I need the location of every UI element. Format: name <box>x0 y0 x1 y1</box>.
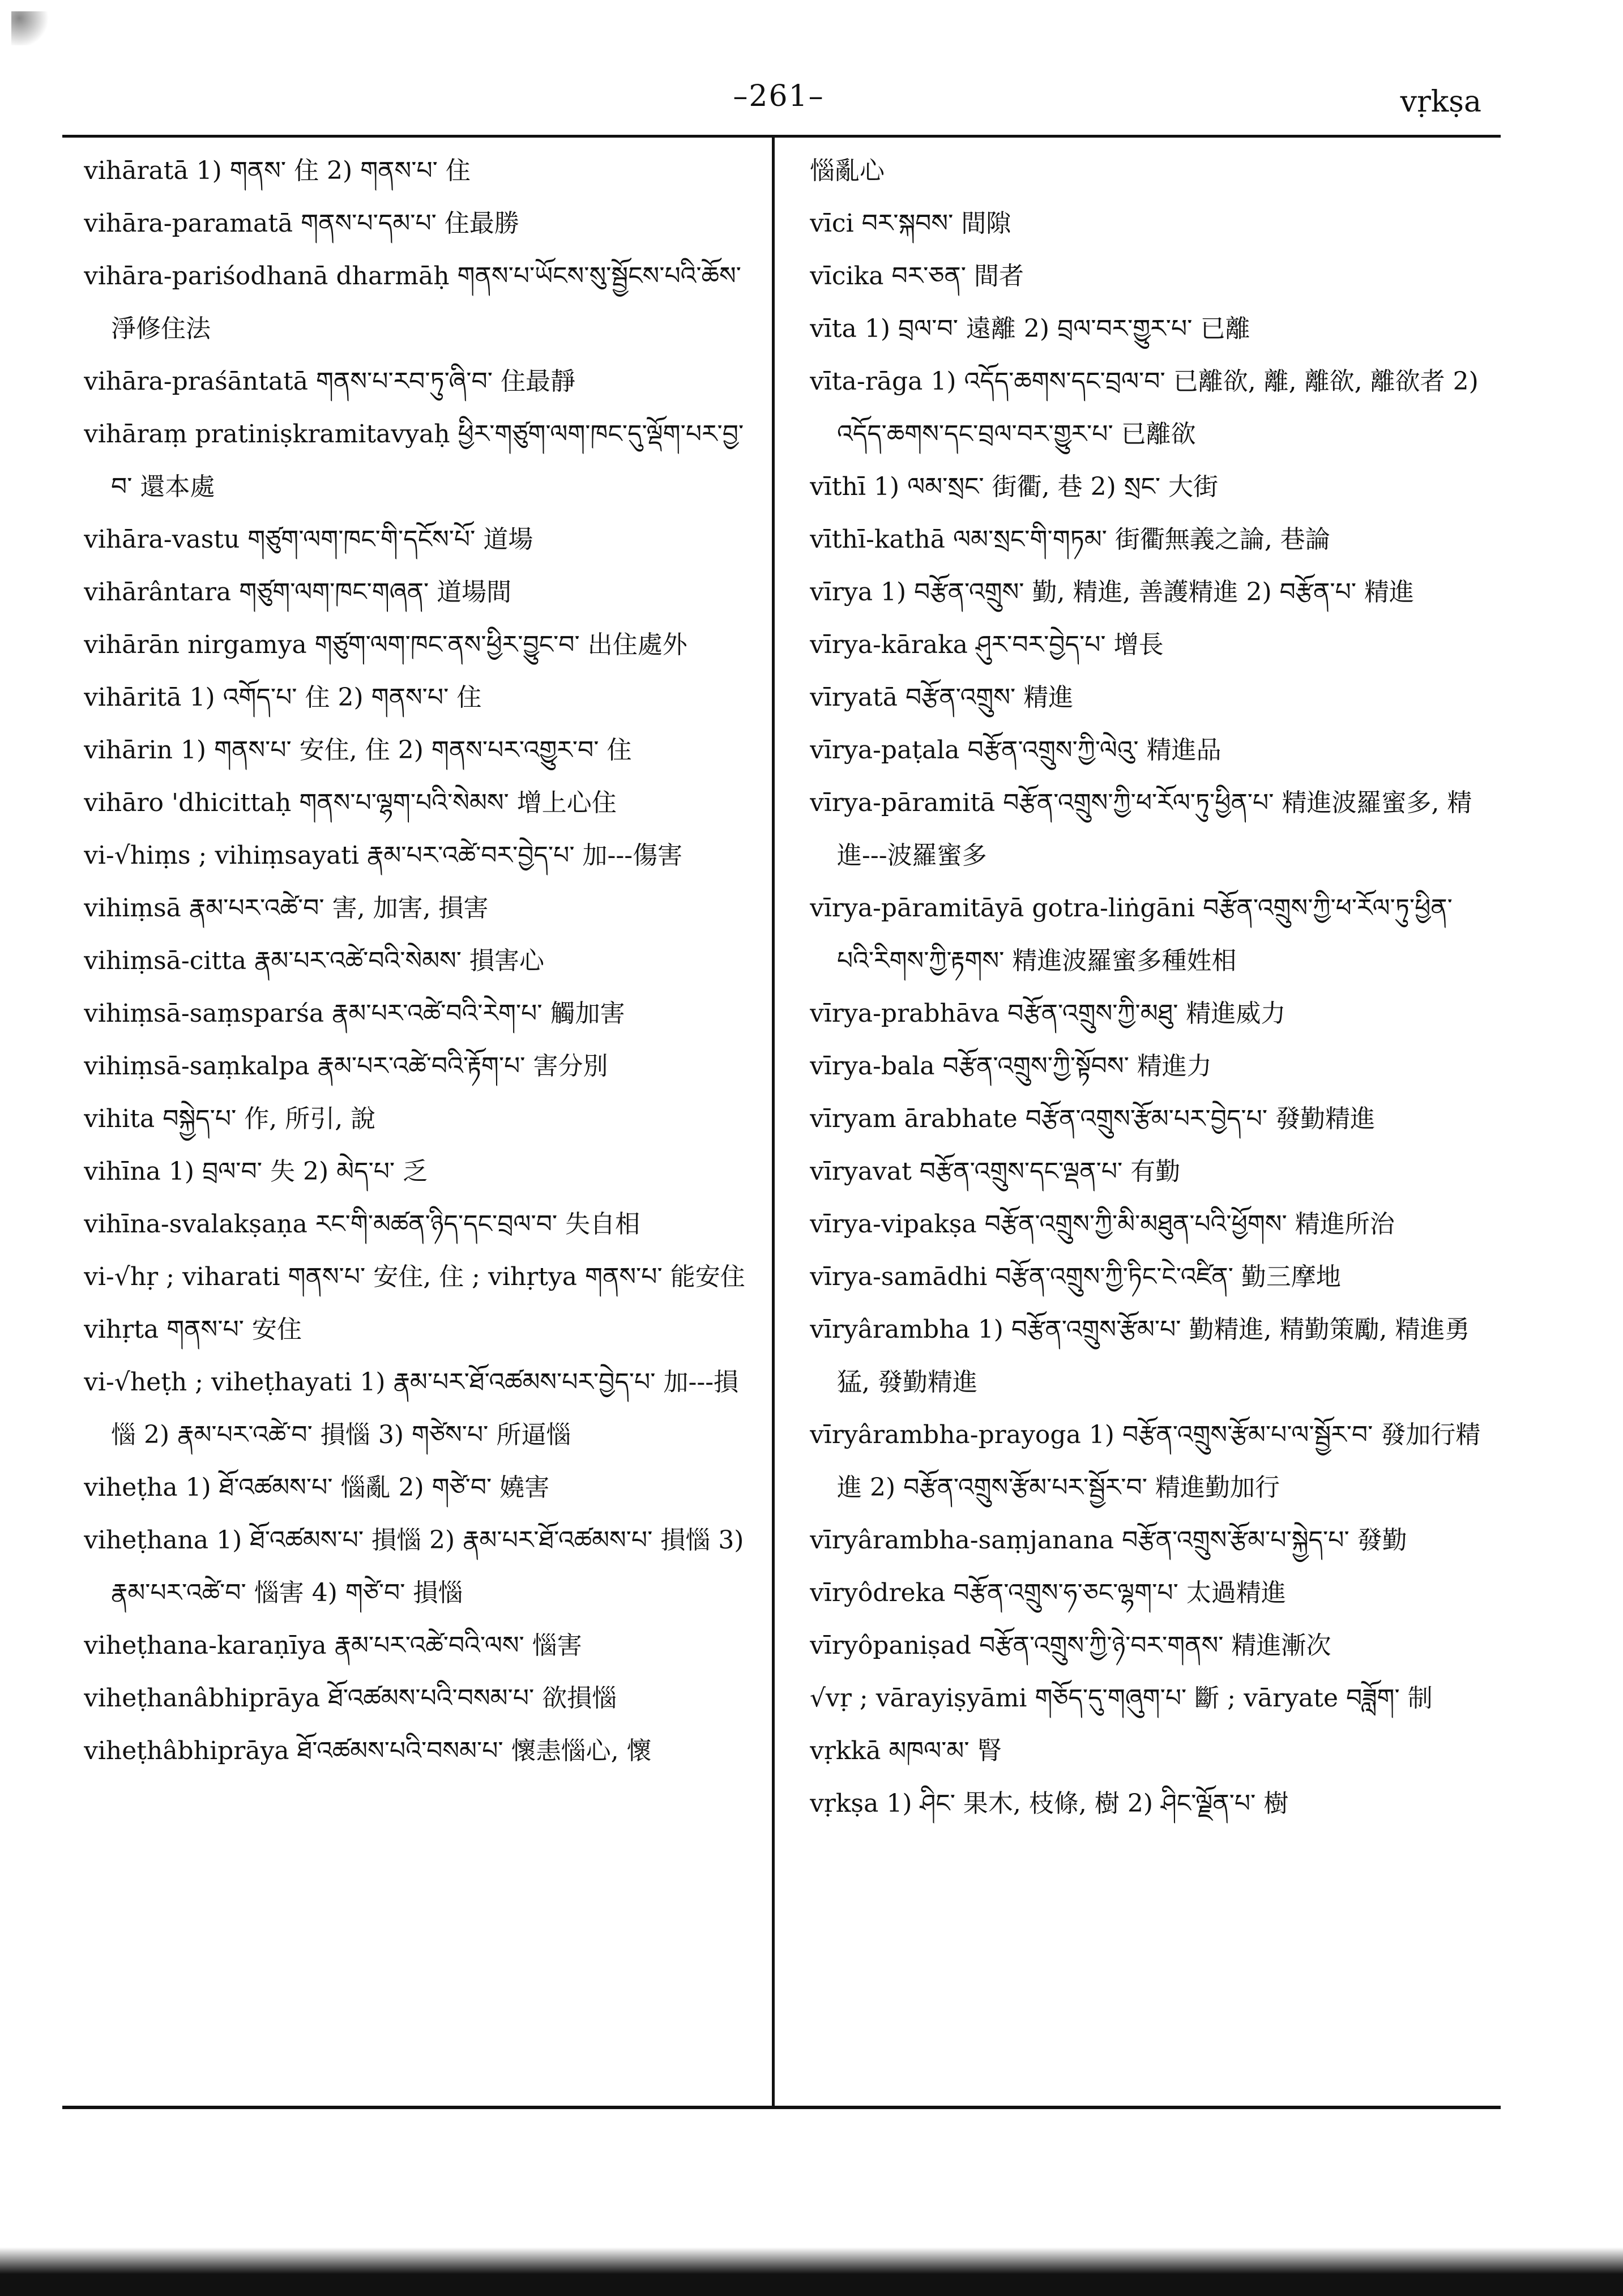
dictionary-entry: vīrya-bala བརྩོན་འགྲུས་ཀྱི་སྟོབས་ 精進力 <box>810 1052 1212 1081</box>
dictionary-entry: vihāra-pariśodhanā dharmāḥ གནས་པ་ཡོངས་སུ་སྦྱོངས་པའི་ཆོས་ 淨修住法 <box>84 262 741 343</box>
dictionary-entry: viheṭhâbhiprāya ཐོ་འཚམས་པའི་བསམ་པ་ 懷恚惱心, 懷 <box>84 1736 652 1765</box>
dictionary-entry: vihārântara གཙུག་ལག་ཁང་གཞན་ 道場間 <box>84 578 512 607</box>
dictionary-entry: √vṛ ; vārayiṣyāmi གཅོད་དུ་གཞུག་པ་ 斷 ; vāryate བཟློག་ 制 <box>810 1684 1433 1713</box>
dictionary-entry: vihita བསྐྱེད་པ་ 作, 所引, 說 <box>84 1104 376 1133</box>
dictionary-entry: vihiṃsā-citta རྣམ་པར་འཚེ་བའི་སེམས་ 損害心 <box>84 946 545 975</box>
dictionary-entry: vīryatā བརྩོན་འགྲུས་ 精進 <box>810 683 1074 712</box>
dictionary-entry: vīrya 1) བརྩོན་འགྲུས་ 勤, 精進, 善護精進 2) བརྩོན་པ་ 精進 <box>810 578 1415 607</box>
dictionary-entry: vīryôpaniṣad བརྩོན་འགྲུས་ཀྱི་ཉེ་བར་གནས་ 精進漸次 <box>810 1631 1331 1660</box>
right-column <box>810 144 1489 2093</box>
page-number: –261– <box>733 79 825 113</box>
dictionary-entry: vihāra-paramatā གནས་པ་དམ་པ་ 住最勝 <box>84 209 519 238</box>
dictionary-entry: vīrya-prabhāva བརྩོན་འགྲུས་ཀྱི་མཐུ་ 精進威力 <box>810 999 1286 1028</box>
dictionary-entry: vīryavat བརྩོན་འགྲུས་དང་ལྡན་པ་ 有勤 <box>810 1157 1181 1186</box>
dictionary-entry: vṛkṣa 1) ཤིང་ 果木, 枝條, 樹 2) ཤིང་ལྗོན་པ་ 樹 <box>810 1789 1289 1818</box>
dictionary-entry: vīci བར་སྐབས་ 間隙 <box>810 209 1011 238</box>
dictionary-entry: vihārin 1) གནས་པ་ 安住, 住 2) གནས་པར་འགྱུར་བ་ 住 <box>84 736 632 765</box>
dictionary-entry: viheṭha 1) ཐོ་འཚམས་པ་ 惱亂 2) གཙེ་བ་ 嬈害 <box>84 1473 550 1502</box>
dictionary-entry: vihiṃsā རྣམ་པར་འཚེ་བ་ 害, 加害, 損害 <box>84 894 489 923</box>
dictionary-entry: vṛkkā མཁལ་མ་ 腎 <box>810 1736 1002 1765</box>
dictionary-entry: vihiṃsā-saṃsparśa རྣམ་པར་འཚེ་བའི་རེག་པ་ 觸加害 <box>84 999 625 1028</box>
dictionary-entry: vīryam ārabhate བརྩོན་འགྲུས་རྩོམ་པར་བྱེད་པ་ 發勤精進 <box>810 1104 1376 1133</box>
left-column <box>84 144 763 2093</box>
dictionary-entry: vihiṃsā-saṃkalpa རྣམ་པར་འཚེ་བའི་རྟོག་པ་ 害分別 <box>84 1052 608 1081</box>
dictionary-entry: vi-√hṛ ; viharati གནས་པ་ 安住, 住 ; vihṛtya གནས་པ་ 能安住 <box>84 1262 745 1291</box>
dictionary-entry: vīthī-kathā ལམ་སྲང་གི་གཏམ་ 街衢無義之論, 巷論 <box>810 525 1330 554</box>
running-head: vṛkṣa <box>1400 85 1481 119</box>
dictionary-entry: vihāra-praśāntatā གནས་པ་རབ་ཏུ་ཞི་བ་ 住最靜 <box>84 367 575 396</box>
dictionary-entry: vīrya-paṭala བརྩོན་འགྲུས་ཀྱི་ལེའུ་ 精進品 <box>810 736 1221 765</box>
dictionary-entry: vi-√hiṃs ; vihiṃsayati རྣམ་པར་འཚེ་བར་བྱེད་པ་ 加---傷害 <box>84 841 683 870</box>
column-divider <box>772 136 775 2107</box>
dictionary-entry: vihīna-svalakṣaṇa རང་གི་མཚན་ཉིད་དང་བྲལ་བ་ 失自相 <box>84 1210 640 1239</box>
dictionary-entry: vihāra-vastu གཙུག་ལག་ཁང་གི་དངོས་པོ་ 道場 <box>84 525 533 554</box>
dictionary-entry: vihāraṃ pratiniṣkramitavyaḥ ཕྱིར་གཙུག་ལག་ཁང་དུ་ལྡོག་པར་བྱ་བ་ 還本處 <box>84 420 744 501</box>
dictionary-entry: vihāro 'dhicittaḥ གནས་པ་ལྷག་པའི་སེམས་ 增上心住 <box>84 788 617 817</box>
dictionary-entry: vīryârambha 1) བརྩོན་འགྲུས་རྩོམ་པ་ 勤精進, 精勤策勵, 精進勇猛, 發勤精進 <box>810 1315 1470 1397</box>
dictionary-entry: vihīna 1) བྲལ་བ་ 失 2) མེད་པ་ 乏 <box>84 1157 428 1186</box>
dictionary-entry: vīrya-vipakṣa བརྩོན་འགྲུས་ཀྱི་མི་མཐུན་པའི་ཕྱོགས་ 精進所治 <box>810 1210 1395 1239</box>
dictionary-entry: vīryârambha-saṃjanana བརྩོན་འགྲུས་རྩོམ་པ་སྐྱེད་པ་ 發勤 <box>810 1526 1407 1555</box>
dictionary-entry: vīrya-kāraka ཤུར་བར་བྱེད་པ་ 增長 <box>810 630 1164 659</box>
top-rule <box>62 135 1501 138</box>
dictionary-entry: vīcika བར་ཅན་ 間者 <box>810 262 1024 291</box>
bottom-rule <box>62 2106 1501 2109</box>
dictionary-entry: vīta-rāga 1) འདོད་ཆགས་དང་བྲལ་བ་ 已離欲, 離, 離欲, 離欲者 2) འདོད་ཆགས་དང་བྲལ་བར་གྱུར་པ་ 已離欲 <box>810 367 1479 449</box>
dictionary-entry: vīrya-pāramitā བརྩོན་འགྲུས་ཀྱི་ཕ་རོལ་ཏུ་ཕྱིན་པ་ 精進波羅蜜多, 精進---波羅蜜多 <box>810 788 1472 870</box>
dictionary-entry: vihāritā 1) འགོད་པ་ 住 2) གནས་པ་ 住 <box>84 683 482 712</box>
dictionary-entry: viheṭhana 1) ཐོ་འཚམས་པ་ 損惱 2) རྣམ་པར་ཐོ་འཚམས་པ་ 損惱 3) རྣམ་པར་འཚེ་བ་ 惱害 4) གཙེ་བ་ 損惱 <box>84 1526 744 1607</box>
scan-bottom-shadow <box>0 2247 1623 2296</box>
dictionary-entry: viheṭhanâbhiprāya ཐོ་འཚམས་པའི་བསམ་པ་ 欲損惱 <box>84 1684 617 1713</box>
dictionary-entry: vīta 1) བྲལ་བ་ 遠離 2) བྲལ་བར་གྱུར་པ་ 已離 <box>810 314 1250 343</box>
scan-corner-mark <box>11 11 51 45</box>
dictionary-entry: 惱亂心 <box>810 156 885 185</box>
dictionary-entry: viheṭhana-karaṇīya རྣམ་པར་འཚེ་བའི་ལས་ 惱害 <box>84 1631 582 1660</box>
dictionary-entry: vihārān nirgamya གཙུག་ལག་ཁང་ནས་ཕྱིར་བྱུང་བ་ 出住處外 <box>84 630 687 659</box>
dictionary-entry: vīryôdreka བརྩོན་འགྲུས་ཧ་ཅང་ལྷག་པ་ 太過精進 <box>810 1578 1286 1607</box>
dictionary-entry: vīryârambha-prayoga 1) བརྩོན་འགྲུས་རྩོམ་པ་ལ་སྦྱོར་བ་ 發加行精進 2) བརྩོན་འགྲུས་རྩོམ་པར་སྦྱོར་བ་ 精進勤加行 <box>810 1420 1481 1502</box>
dictionary-entry: vihṛta གནས་པ་ 安住 <box>84 1315 302 1344</box>
dictionary-entry: vīrya-pāramitāyā gotra-liṅgāni བརྩོན་འགྲུས་ཀྱི་ཕ་རོལ་ཏུ་ཕྱིན་པའི་རིགས་ཀྱི་རྟགས་ 精進波羅蜜多種姓相 <box>810 894 1453 975</box>
dictionary-entry: vīrya-samādhi བརྩོན་འགྲུས་ཀྱི་ཏིང་ངེ་འཛིན་ 勤三摩地 <box>810 1262 1341 1291</box>
dictionary-entry: vīthī 1) ལམ་སྲང་ 街衢, 巷 2) སྲང་ 大街 <box>810 472 1219 501</box>
dictionary-entry: vi-√heṭh ; viheṭhayati 1) རྣམ་པར་ཐོ་འཚམས་པར་བྱེད་པ་ 加---損惱 2) རྣམ་པར་འཚེ་བ་ 損惱 3) གཙེས་པ་ 所逼惱 <box>84 1368 739 1449</box>
dictionary-entry: vihāratā 1) གནས་ 住 2) གནས་པ་ 住 <box>84 156 471 185</box>
